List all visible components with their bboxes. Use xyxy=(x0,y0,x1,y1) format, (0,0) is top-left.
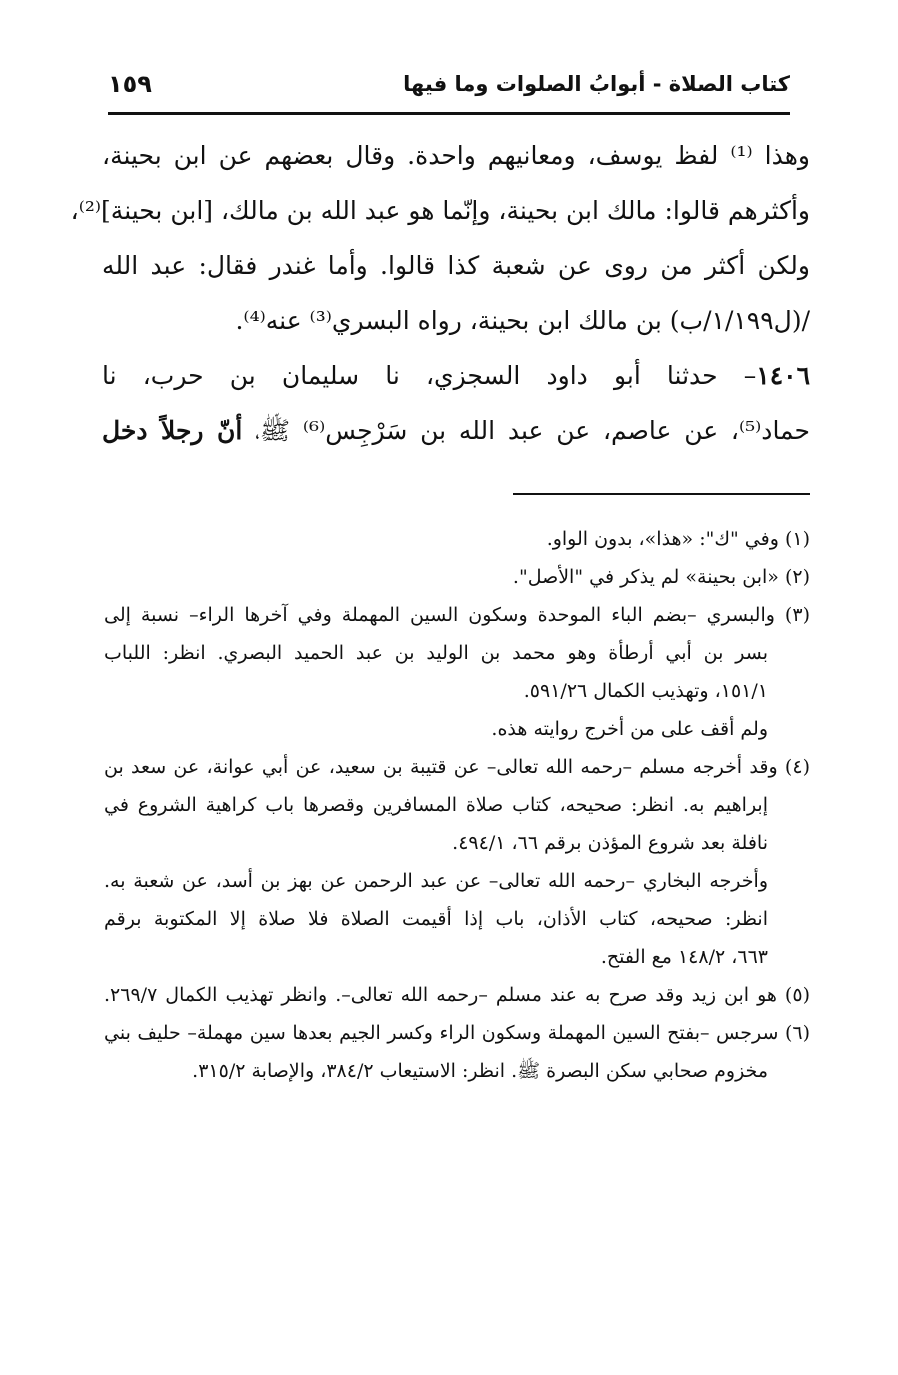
footnote-line: (٣) والبسري –بضم الباء الموحدة وسكون السين المهملة وفي آخرها الراء– نسبة إلى xyxy=(104,604,810,626)
hadith-line xyxy=(102,403,810,458)
hadith-number: ١٤٠٦ xyxy=(756,361,810,390)
footnote-4 xyxy=(104,748,810,976)
footnote-1 xyxy=(104,520,810,558)
footnote-line: بسر بن أبي أرطأة وهو محمد بن الوليد بن عبد الحميد البصري. انظر: اللباب xyxy=(104,642,768,664)
footnote-line: ولم أقف على من أخرج روايته هذه. xyxy=(491,718,768,740)
text-line: /(ل١/١٩٩/ب) بن مالك ابن بحينة، رواه البسري⁽³⁾ عنه⁽⁴⁾. xyxy=(235,306,810,335)
footnote-2 xyxy=(104,558,810,596)
footnote-line: (١) وفي "ك": «هذا»، بدون الواو. xyxy=(546,528,810,550)
page-number: ١٥٩ xyxy=(108,70,152,98)
footnote-divider xyxy=(513,493,810,495)
footnotes xyxy=(104,520,810,1090)
footnote-line: انظر: صحيحه، كتاب الأذان، باب إذا أقيمت الصلاة فلا صلاة إلا المكتوبة برقم xyxy=(104,908,768,930)
footnote-line: (٦) سرجس –بفتح السين المهملة وسكون الراء وكسر الجيم بعدها سين مهملة– حليف بني xyxy=(104,1022,810,1044)
footnote-line: مخزوم صحابي سكن البصرة ﷺ. انظر: الاستيعاب ٣٨٤/٢، والإصابة ٣١٥/٢. xyxy=(192,1060,768,1082)
text-line: وأكثرهم قالوا: مالك ابن بحينة، وإنّما هو عبد الله بن مالك، [ابن بحينة]⁽²⁾، xyxy=(70,196,810,225)
main-text xyxy=(70,128,810,458)
hadith-text: حماد⁽⁵⁾، عن عاصم، عن عبد الله بن سَرْجِس⁽⁶⁾ ﷺ، xyxy=(255,416,810,445)
text-line: وهذا ⁽¹⁾ لفظ يوسف، ومعانيهم واحدة. وقال بعضهم عن ابن بحينة، xyxy=(102,141,810,170)
footnote-3 xyxy=(104,596,810,748)
footnote-line: (٤) وقد أخرجه مسلم –رحمه الله تعالى– عن قتيبة بن سعيد، عن أبي عوانة، عن سعد بن xyxy=(104,756,810,778)
footnote-5 xyxy=(104,976,810,1014)
text-line: ولكن أكثر من روى عن شعبة كذا قالوا. وأما غندر فقال: عبد الله xyxy=(102,251,810,280)
footnote-line: ٦٦٣، ١٤٨/٢ مع الفتح. xyxy=(600,946,768,968)
hadith-bold-text: أنّ رجلاً دخل xyxy=(102,416,243,445)
footnote-6 xyxy=(104,1014,810,1090)
page-header xyxy=(108,68,790,115)
footnote-line: وأخرجه البخاري –رحمه الله تعالى– عن عبد الرحمن عن بهز بن أسد، عن شعبة به. xyxy=(104,870,768,892)
footnote-line: ١٥١/١، وتهذيب الكمال ٥٩١/٢٦. xyxy=(523,680,768,702)
footnote-line: (٢) «ابن بحينة» لم يذكر في "الأصل". xyxy=(512,566,810,588)
running-title: كتاب الصلاة - أبوابُ الصلوات وما فيها xyxy=(403,72,790,96)
footnote-line: نافلة بعد شروع المؤذن برقم ٦٦، ٤٩٤/١. xyxy=(452,832,768,854)
hadith-text: – حدثنا أبو داود السجزي، نا سليمان بن حرب، نا xyxy=(102,361,757,390)
footnote-line: إبراهيم به. انظر: صحيحه، كتاب صلاة المسافرين وقصرها باب كراهية الشروع في xyxy=(104,794,768,816)
footnote-line: (٥) هو ابن زيد وقد صرح به عند مسلم –رحمه الله تعالى–. وانظر تهذيب الكمال ٢٦٩/٧. xyxy=(104,984,810,1006)
hadith-line xyxy=(102,348,810,403)
